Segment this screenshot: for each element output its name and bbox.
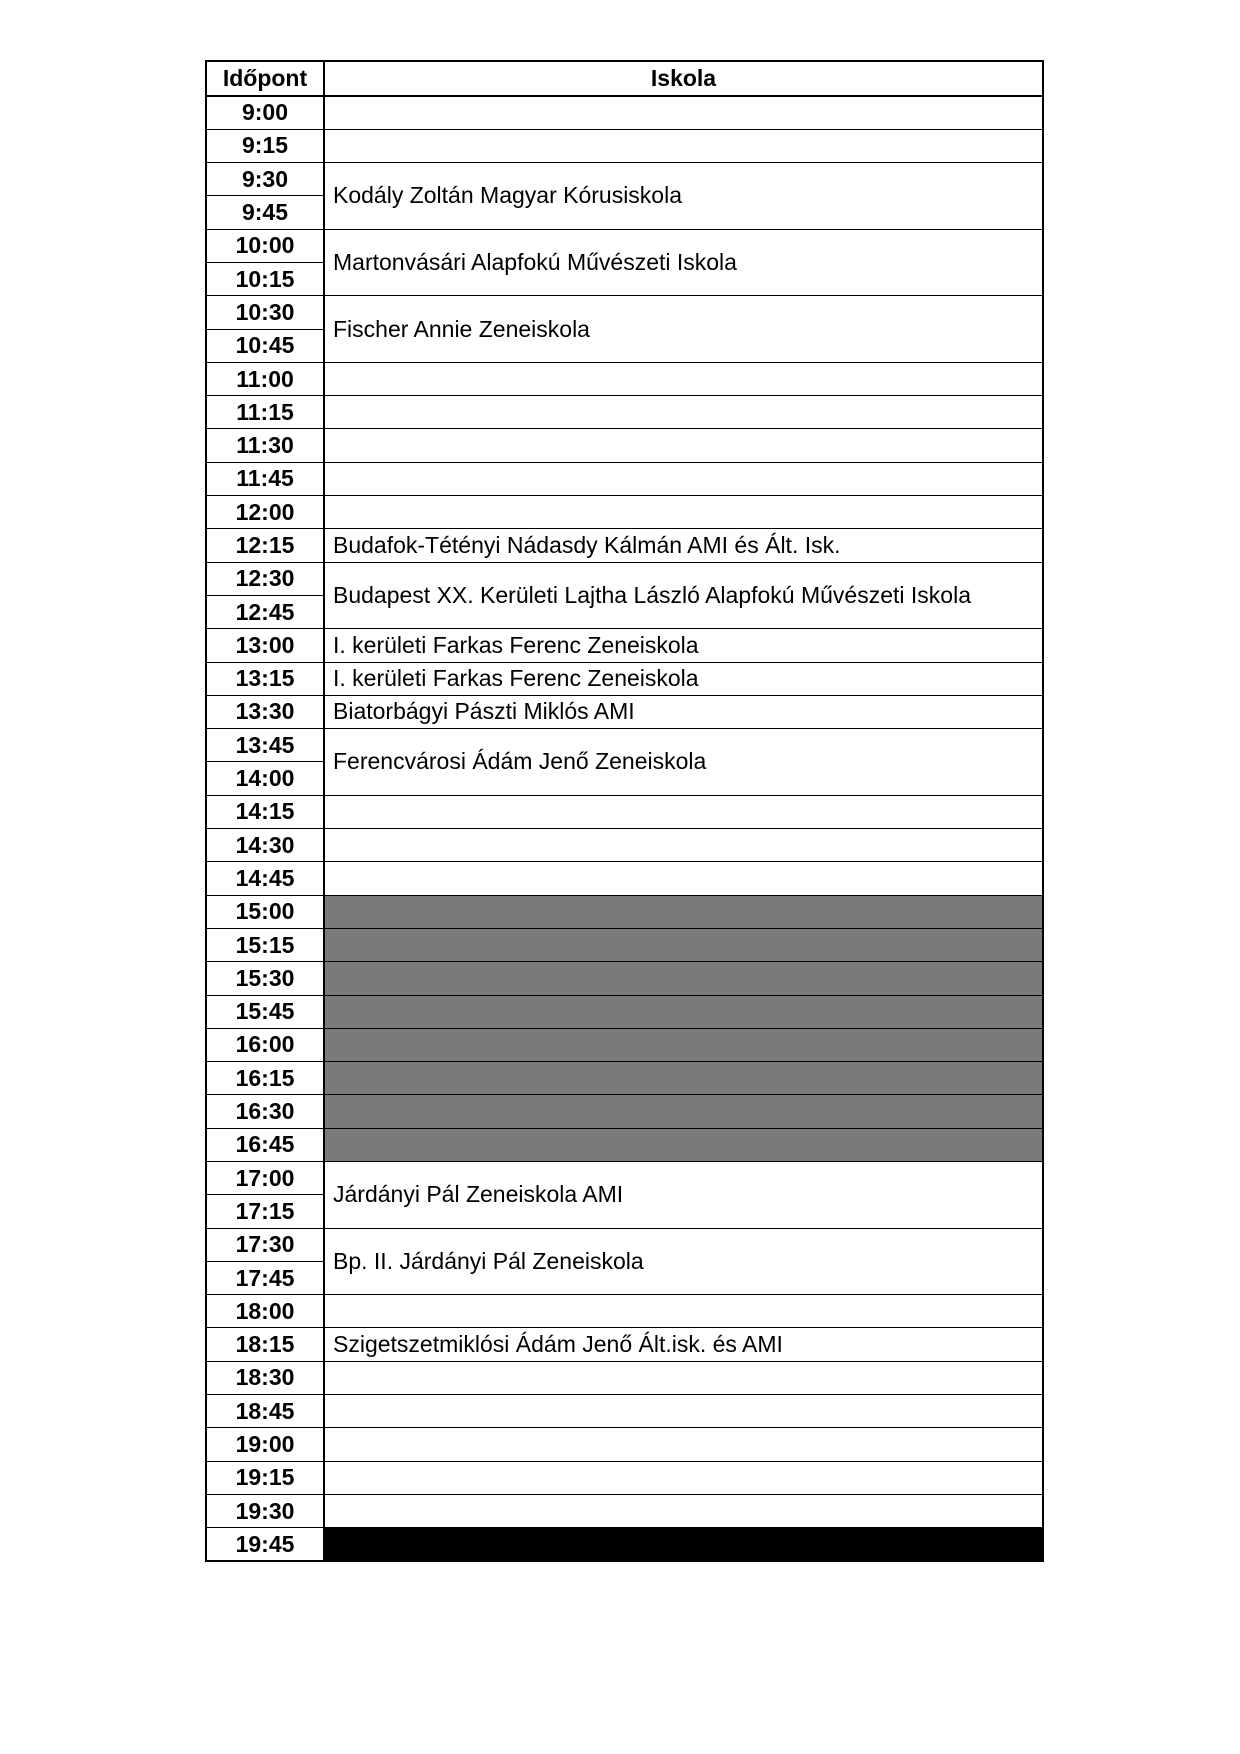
table-row — [206, 662, 1043, 695]
time-cell: 18:30 — [206, 1361, 324, 1394]
time-cell: 10:45 — [206, 329, 324, 362]
table-row — [206, 396, 1043, 429]
time-cell: 9:00 — [206, 96, 324, 129]
school-cell — [324, 962, 1043, 995]
table-row — [206, 229, 1043, 262]
time-cell: 14:00 — [206, 762, 324, 795]
school-cell: Járdányi Pál Zeneiskola AMI — [324, 1162, 1043, 1229]
table-row — [206, 1328, 1043, 1361]
time-cell: 19:30 — [206, 1494, 324, 1527]
header-row — [206, 61, 1043, 96]
school-cell — [324, 1028, 1043, 1061]
table-row — [206, 529, 1043, 562]
table-row — [206, 895, 1043, 928]
school-cell — [324, 862, 1043, 895]
time-cell: 10:15 — [206, 262, 324, 295]
time-cell: 15:00 — [206, 895, 324, 928]
school-cell: Fischer Annie Zeneiskola — [324, 296, 1043, 363]
school-cell — [324, 795, 1043, 828]
table-body — [206, 96, 1043, 1561]
school-cell — [324, 496, 1043, 529]
school-cell — [324, 1395, 1043, 1428]
table-row — [206, 496, 1043, 529]
school-cell: Martonvásári Alapfokú Művészeti Iskola — [324, 229, 1043, 296]
table-row — [206, 1461, 1043, 1494]
school-cell — [324, 362, 1043, 395]
time-cell: 18:15 — [206, 1328, 324, 1361]
time-cell: 12:30 — [206, 562, 324, 595]
school-cell — [324, 1494, 1043, 1527]
table-row — [206, 1361, 1043, 1394]
table-row — [206, 1528, 1043, 1561]
table-row — [206, 1128, 1043, 1161]
time-cell: 19:00 — [206, 1428, 324, 1461]
time-cell: 14:45 — [206, 862, 324, 895]
time-cell: 16:45 — [206, 1128, 324, 1161]
school-cell — [324, 1095, 1043, 1128]
table-row — [206, 1428, 1043, 1461]
table-row — [206, 695, 1043, 728]
time-cell: 11:00 — [206, 362, 324, 395]
time-cell: 10:00 — [206, 229, 324, 262]
table-row — [206, 729, 1043, 762]
school-cell — [324, 829, 1043, 862]
table-row — [206, 1395, 1043, 1428]
school-cell: I. kerületi Farkas Ferenc Zeneiskola — [324, 662, 1043, 695]
school-cell: Budapest XX. Kerületi Lajtha László Alapfokú Művészeti Iskola — [324, 562, 1043, 629]
school-cell: Ferencvárosi Ádám Jenő Zeneiskola — [324, 729, 1043, 796]
table-row — [206, 862, 1043, 895]
school-cell: Bp. II. Járdányi Pál Zeneiskola — [324, 1228, 1043, 1295]
school-cell — [324, 1528, 1043, 1561]
table-row — [206, 362, 1043, 395]
table-row — [206, 462, 1043, 495]
time-cell: 16:15 — [206, 1062, 324, 1095]
table-row — [206, 429, 1043, 462]
table-row — [206, 928, 1043, 961]
table-row — [206, 129, 1043, 162]
school-cell: Kodály Zoltán Magyar Kórusiskola — [324, 163, 1043, 230]
school-cell — [324, 1361, 1043, 1394]
table-row — [206, 962, 1043, 995]
time-cell: 17:45 — [206, 1261, 324, 1294]
table-row — [206, 795, 1043, 828]
school-cell — [324, 462, 1043, 495]
time-cell: 9:30 — [206, 163, 324, 196]
header-time: Időpont — [206, 61, 324, 96]
table-row — [206, 1162, 1043, 1195]
time-cell: 12:45 — [206, 595, 324, 628]
time-cell: 11:45 — [206, 462, 324, 495]
time-cell: 9:45 — [206, 196, 324, 229]
time-cell: 9:15 — [206, 129, 324, 162]
table-row — [206, 1295, 1043, 1328]
time-cell: 19:45 — [206, 1528, 324, 1561]
school-cell — [324, 129, 1043, 162]
time-cell: 13:15 — [206, 662, 324, 695]
time-cell: 16:30 — [206, 1095, 324, 1128]
time-cell: 10:30 — [206, 296, 324, 329]
time-cell: 12:15 — [206, 529, 324, 562]
school-cell — [324, 1295, 1043, 1328]
school-cell — [324, 995, 1043, 1028]
schedule-table — [205, 60, 1044, 1562]
time-cell: 17:00 — [206, 1162, 324, 1195]
time-cell: 15:30 — [206, 962, 324, 995]
table-row — [206, 96, 1043, 129]
time-cell: 17:30 — [206, 1228, 324, 1261]
table-row — [206, 163, 1043, 196]
time-cell: 16:00 — [206, 1028, 324, 1061]
school-cell — [324, 1461, 1043, 1494]
school-cell: I. kerületi Farkas Ferenc Zeneiskola — [324, 629, 1043, 662]
time-cell: 15:15 — [206, 928, 324, 961]
table-row — [206, 296, 1043, 329]
table-row — [206, 1095, 1043, 1128]
school-cell: Budafok-Tétényi Nádasdy Kálmán AMI és Ált. Isk. — [324, 529, 1043, 562]
school-cell — [324, 1128, 1043, 1161]
time-cell: 11:30 — [206, 429, 324, 462]
time-cell: 13:00 — [206, 629, 324, 662]
time-cell: 12:00 — [206, 496, 324, 529]
school-cell — [324, 895, 1043, 928]
time-cell: 13:30 — [206, 695, 324, 728]
school-cell — [324, 928, 1043, 961]
time-cell: 14:30 — [206, 829, 324, 862]
table-row — [206, 1028, 1043, 1061]
time-cell: 18:00 — [206, 1295, 324, 1328]
school-cell: Biatorbágyi Pászti Miklós AMI — [324, 695, 1043, 728]
table-row — [206, 1062, 1043, 1095]
school-cell: Szigetszetmiklósi Ádám Jenő Ált.isk. és AMI — [324, 1328, 1043, 1361]
table-row — [206, 995, 1043, 1028]
table-row — [206, 562, 1043, 595]
time-cell: 15:45 — [206, 995, 324, 1028]
school-cell — [324, 1062, 1043, 1095]
table-row — [206, 1228, 1043, 1261]
table-row — [206, 629, 1043, 662]
school-cell — [324, 1428, 1043, 1461]
school-cell — [324, 396, 1043, 429]
table-row — [206, 1494, 1043, 1527]
school-cell — [324, 429, 1043, 462]
time-cell: 19:15 — [206, 1461, 324, 1494]
header-school: Iskola — [324, 61, 1043, 96]
school-cell — [324, 96, 1043, 129]
time-cell: 13:45 — [206, 729, 324, 762]
table-row — [206, 829, 1043, 862]
table-header — [206, 61, 1043, 96]
time-cell: 18:45 — [206, 1395, 324, 1428]
time-cell: 14:15 — [206, 795, 324, 828]
time-cell: 11:15 — [206, 396, 324, 429]
time-cell: 17:15 — [206, 1195, 324, 1228]
